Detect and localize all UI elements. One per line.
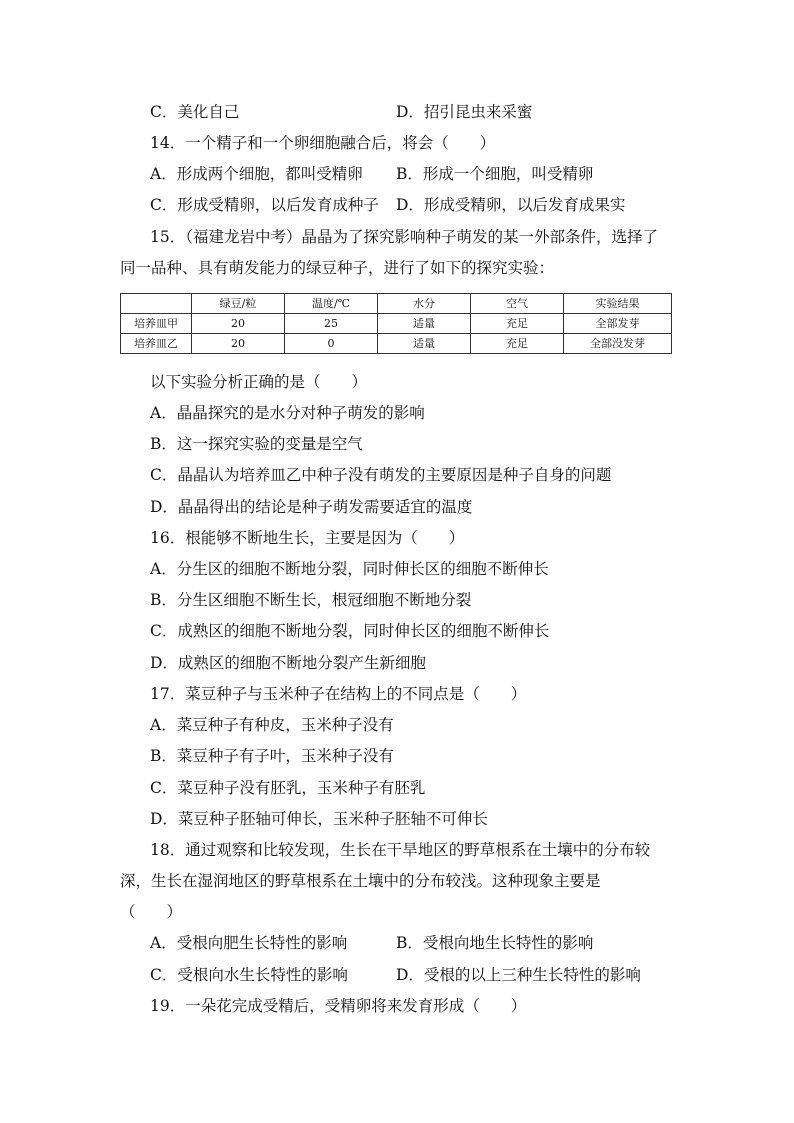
table-cell: 培养皿甲 [121,314,192,334]
table-cell: 培养皿乙 [121,334,192,354]
q16-option-b: B．分生区细胞不断生长，根冠细胞不断地分裂 [150,591,472,609]
q13-option-d: D．招引昆虫来采蜜 [396,103,533,121]
table-cell: 全部发芽 [564,314,672,334]
q16-option-a: A．分生区的细胞不断地分裂，同时伸长区的细胞不断伸长 [150,560,549,578]
q13-option-c: C．美化自己 [150,103,240,121]
q16-stem: 16．根能够不断地生长，主要是因为（ ） [150,529,465,547]
q15-stem-line1: 15．（福建龙岩中考）晶晶为了探究影响种子萌发的某一外部条件，选择了 [150,228,658,246]
q18-stem-line1: 18．通过观察和比较发现，生长在干旱地区的野草根系在土壤中的分布较 [150,841,651,859]
q15-option-d: D．晶晶得出的结论是种子萌发需要适宜的温度 [150,498,473,516]
q17-option-c: C．菜豆种子没有胚乳，玉米种子有胚乳 [150,779,426,797]
table-cell: 20 [192,334,285,354]
table-cell: 0 [285,334,378,354]
q16-option-d: D．成熟区的细胞不断地分裂产生新细胞 [150,654,426,672]
q14-option-d: D．形成受精卵，以后发育成果实 [396,196,626,214]
q16-option-c: C．成熟区的细胞不断地分裂，同时伸长区的细胞不断伸长 [150,622,550,640]
table-header-cell: 绿豆/粒 [192,294,285,314]
q14-stem: 14．一个精子和一个卵细胞融合后，将会（ ） [150,134,496,152]
q18-stem-line3: （ ） [120,903,183,921]
table-header-cell [121,294,192,314]
table-header-cell: 实验结果 [564,294,672,314]
q15-option-a: A．晶晶探究的是水分对种子萌发的影响 [150,404,425,422]
table-cell: 20 [192,314,285,334]
table-header-cell: 空气 [471,294,564,314]
q18-option-a: A．受根向肥生长特性的影响 [150,934,348,952]
table-cell: 适量 [378,334,471,354]
table-header-cell: 水分 [378,294,471,314]
q17-option-a: A．菜豆种子有种皮，玉米种子没有 [150,716,394,734]
table-row [121,334,672,354]
table-header-row [121,294,672,314]
table-cell: 充足 [471,334,564,354]
table-header-cell: 温度/℃ [285,294,378,314]
q17-option-b: B．菜豆种子有子叶，玉米种子没有 [150,747,394,765]
q15-prompt: 以下实验分析正确的是（ ） [150,373,368,391]
q14-option-a: A．形成两个细胞，都叫受精卵 [150,165,363,183]
q18-option-b: B．受根向地生长特性的影响 [396,934,594,952]
q14-option-b: B．形成一个细胞，叫受精卵 [396,165,594,183]
q17-option-d: D．菜豆种子胚轴可伸长，玉米种子胚轴不可伸长 [150,810,488,828]
q18-stem-line2: 深，生长在湿润地区的野草根系在土壤中的分布较浅。这种现象主要是 [120,872,601,890]
q14-option-c: C．形成受精卵，以后发育成种子 [150,196,379,214]
table-cell: 25 [285,314,378,334]
table-cell: 充足 [471,314,564,334]
q17-stem: 17．菜豆种子与玉米种子在结构上的不同点是（ ） [150,685,527,703]
table-cell: 适量 [378,314,471,334]
q18-option-c: C．受根向水生长特性的影响 [150,966,348,984]
q18-option-d: D．受根的以上三种生长特性的影响 [396,966,641,984]
q19-stem: 19．一朵花完成受精后，受精卵将来发育形成（ ） [150,997,527,1015]
q15-stem-line2: 同一品种、具有萌发能力的绿豆种子，进行了如下的探究实验： [120,259,555,277]
table-cell: 全部没发芽 [564,334,672,354]
q15-option-b: B．这一探究实验的变量是空气 [150,435,363,453]
experiment-table [120,293,672,354]
table-row [121,314,672,334]
q15-option-c: C．晶晶认为培养皿乙中种子没有萌发的主要原因是种子自身的问题 [150,466,612,484]
